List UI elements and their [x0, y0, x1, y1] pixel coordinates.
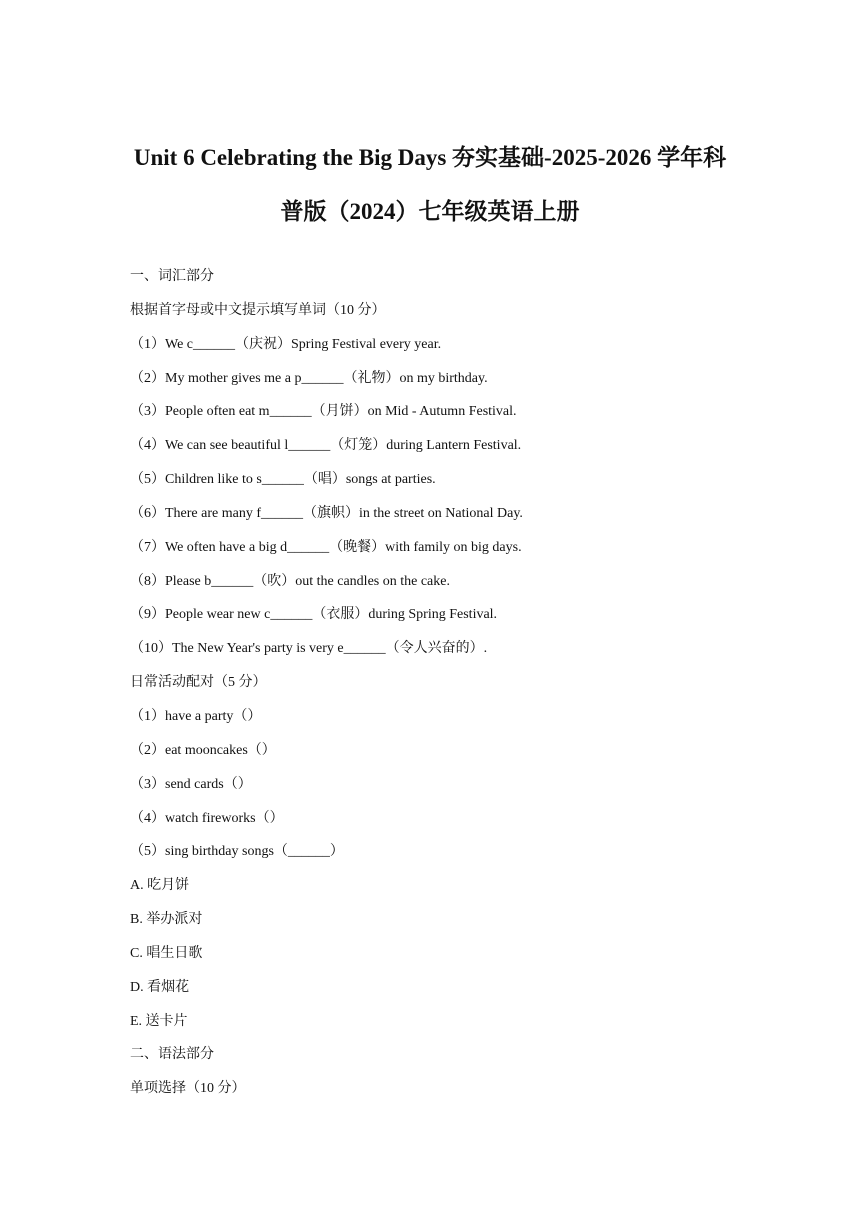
document-body — [130, 262, 810, 1108]
fill-in-question-1: （1）We c______（庆祝）Spring Festival every year. — [130, 336, 442, 352]
task-instruction-fill-in: 根据首字母或中文提示填写单词（10 分） — [130, 302, 386, 318]
document-title-line-2: 普版（2024）七年级英语上册 — [280, 199, 580, 224]
section-heading-grammar: 二、语法部分 — [130, 1047, 214, 1063]
matching-option-b: B. 举办派对 — [130, 912, 203, 928]
matching-item-1: （1）have a party（） — [130, 708, 262, 724]
task-instruction-matching: 日常活动配对（5 分） — [130, 675, 267, 691]
fill-in-question-6: （6）There are many f______（旗帜）in the street on National Day. — [130, 505, 523, 521]
task-instruction-multiple-choice: 单项选择（10 分） — [130, 1081, 246, 1097]
matching-item-2: （2）eat mooncakes（） — [130, 742, 276, 758]
matching-item-3: （3）send cards（） — [130, 776, 252, 792]
fill-in-question-4: （4）We can see beautiful l______（灯笼）during Lantern Festival. — [130, 438, 522, 454]
fill-in-question-3: （3）People often eat m______（月饼）on Mid - Autumn Festival. — [130, 404, 517, 420]
matching-option-a: A. 吃月饼 — [130, 878, 190, 894]
fill-in-question-7: （7）We often have a big d______（晚餐）with family on big days. — [130, 539, 522, 555]
fill-in-question-9: （9）People wear new c______（衣服）during Spring Festival. — [130, 607, 498, 623]
matching-option-d: D. 看烟花 — [130, 979, 190, 995]
fill-in-question-10: （10）The New Year's party is very e______（令人兴奋的）. — [130, 641, 488, 657]
matching-option-e: E. 送卡片 — [130, 1013, 188, 1029]
fill-in-question-5: （5）Children like to s______（唱）songs at parties. — [130, 472, 436, 488]
matching-item-4: （4）watch fireworks（） — [130, 810, 284, 826]
matching-option-c: C. 唱生日歌 — [130, 945, 203, 961]
fill-in-question-2: （2）My mother gives me a p______（礼物）on my birthday. — [130, 370, 488, 386]
matching-item-5: （5）sing birthday songs（______） — [130, 844, 344, 860]
document-title-line-1: Unit 6 Celebrating the Big Days 夯实基础-2025-2026 学年科 — [133, 145, 727, 170]
fill-in-question-8: （8）Please b______（吹）out the candles on the cake. — [130, 573, 450, 589]
section-heading-vocabulary: 一、词汇部分 — [130, 269, 214, 284]
